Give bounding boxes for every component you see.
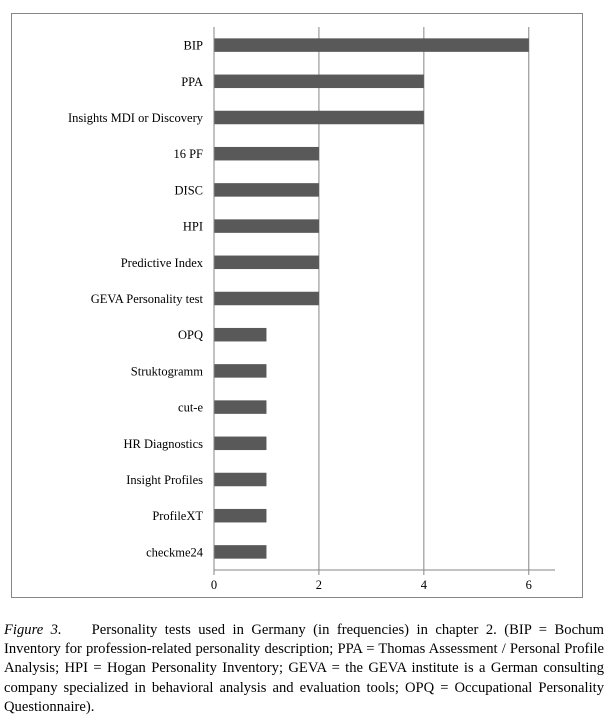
bar-8 bbox=[214, 328, 266, 342]
bar-3 bbox=[214, 147, 319, 161]
category-label-12: Insight Profiles bbox=[126, 473, 203, 487]
bar-14 bbox=[214, 545, 266, 559]
bar-chart bbox=[11, 13, 583, 598]
bar-1 bbox=[214, 75, 424, 89]
category-label-13: ProfileXT bbox=[152, 509, 203, 524]
x-tick-label-0: 0 bbox=[210, 578, 218, 592]
category-label-2: Insights MDI or Discovery bbox=[67, 111, 203, 125]
category-label-3: 16 PF bbox=[173, 147, 203, 162]
x-tick-label-2: 2 bbox=[315, 578, 323, 592]
bar-2 bbox=[214, 111, 424, 125]
bar-12 bbox=[214, 473, 266, 487]
bar-10 bbox=[214, 400, 266, 414]
bar-11 bbox=[214, 437, 266, 451]
caption-text: Personality tests used in Germany (in frequencies) in chapter 2. (BIP = Bochum Inventory for profession-related personality description; PPA = Thomas Assessment / Personal Profile Analysis; HPI = Hogan Personality Inventory; GEVA = the GEVA institute is a German consulting company specialized in behavioral analysis and evaluation tools; OPQ = Occupational Personality Questionnaire). bbox=[4, 622, 604, 715]
x-tick-label-4: 4 bbox=[420, 578, 427, 592]
bar-9 bbox=[214, 364, 266, 378]
category-label-14: checkme24 bbox=[146, 545, 203, 560]
category-label-7: GEVA Personality test bbox=[90, 292, 203, 306]
bar-6 bbox=[214, 256, 319, 269]
bar-4 bbox=[214, 183, 319, 197]
category-label-9: Struktogramm bbox=[130, 364, 203, 379]
figure-caption bbox=[4, 621, 604, 717]
category-label-8: OPQ bbox=[177, 328, 203, 343]
category-label-5: HPI bbox=[182, 219, 203, 234]
category-label-0: BIP bbox=[183, 38, 203, 53]
x-tick-label-6: 6 bbox=[525, 578, 532, 592]
category-label-4: DISC bbox=[174, 183, 203, 198]
bar-13 bbox=[214, 509, 266, 523]
bar-0 bbox=[214, 38, 529, 52]
figure-label: Figure 3. bbox=[4, 622, 62, 638]
chart-area bbox=[11, 13, 583, 598]
bar-7 bbox=[214, 292, 319, 306]
bar-5 bbox=[214, 219, 319, 233]
category-label-11: HR Diagnostics bbox=[123, 436, 203, 451]
category-label-1: PPA bbox=[181, 74, 203, 89]
category-label-10: cut-e bbox=[178, 400, 203, 415]
category-label-6: Predictive Index bbox=[120, 255, 203, 270]
